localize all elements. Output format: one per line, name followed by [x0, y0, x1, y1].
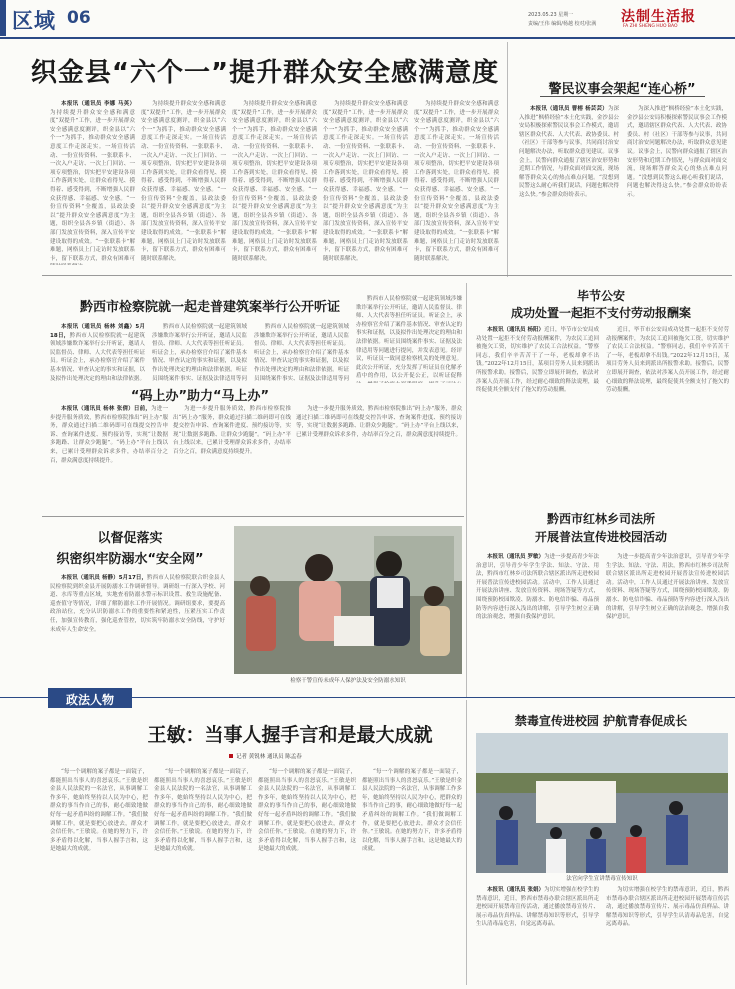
column-tag: 政法人物 [65, 693, 114, 707]
photo-caption-drug-education: 法官向学生宣讲禁毒宣传知识 [566, 876, 638, 882]
article-wangmin-col4: “每一个调解的案子都是一面镜子，都能照出当事人的喜怒哀乐。”王敏是织金县人民法院的一名法官，从事调解工作多年，她始终坚持以人民为中心，把群众的事当作自己的事，耐心细致地做好每一起矛盾纠纷的调解工作。“我们做调解工作，就是要把心放进去，群众才会信任你。”王敏说。在她的努力下，许多矛盾得以化解，当事人握手言和，这是她最大的成就。 [362, 769, 462, 853]
photo-prosecutors-school [234, 526, 462, 674]
byline-wangmin: 记者 黄锐林 通讯员 陈孟春 [229, 752, 302, 760]
newspaper-logo-pinyin: FA ZHI SHENG HUO BAO [623, 24, 678, 29]
headline-jinjiu: 禁毒宣传进校园 护航青春促成长 [514, 714, 688, 728]
headline-qianxi-procuratorate: 黔西市检察院就一起走普建筑案举行公开听证 [79, 300, 340, 315]
column-divider [466, 700, 467, 985]
photo-caption-prosecutors: 检察干警宣传未成年人保护法及安全防溺水知识 [290, 678, 406, 684]
headline-drowning: 以督促落实 [97, 531, 163, 546]
article-qianxi-col3: 黔西市人民检察院就一起建筑领域涉嫌欺诈案举行公开听证，邀请人民监督员、律师、人大代表等担任听证员。听证会上，承办检察官介绍了案件基本情况、审查认定的事实和证据，以及拟作出处理决定的理由和法律依据。听证员围绕案件事实、证据及法律适用等问 [254, 324, 349, 382]
article-mashang-col3: 为进一步提升服务质效，黔西市检察院推出“码上办”服务，群众通过扫描二维码即可在线提交控告申诉、查询案件进度、预约接访等，实现“让数据多跑路、让群众少跑腿”。“码上办”平台上线以来，已累计受理群众诉求多件，办结率百分之百，群众满意度持续提升。 [296, 406, 462, 438]
article-qianxi-col4: 黔西市人民检察院就一起建筑领域涉嫌欺诈案举行公开听证，邀请人民监督员、律师、人大代表等担任听证员。听证会上，承办检察官介绍了案件基本情况、审查认定的事实和证据，以及拟作出处理决定的理由和法律依据。听证员围绕案件事实、证据及法律适用等问题进行提问，并发表意见。经评议，听证员一致同意检察机关的处理意见。此次公开听证，充分发挥了听证员在化解矛盾中的作用，以公开促公正，以听证促释 [356, 296, 462, 380]
article-bijie-police-col2: 近日，毕节市公安局成功处置一起拒不支付劳动报酬案件，为农民工追回被拖欠工资，切实维护了农民工合法权益。“警察同志，我们辛辛苦苦干了一年，老板却拿不出钱。”2022年12月15日，某项目劳务人员来到派出所报警求助。接警后，民警立即展开调查，依法对涉案人员开展工作，经过耐心细致的释法说理，最终促使其全额支付了拖欠的劳动报酬。 [606, 327, 729, 394]
newspaper-logo: 法制生活报 [621, 9, 696, 25]
article-jinsha-police-col1: 本报讯（通讯员 曹榕 杨芸芸）为深入推进“枫桥经验”本土化实践，金沙县公安局积极探索警民议事会工作模式，邀请辖区群众代表、人大代表、政协委员、村（社区）干部等参与议事，共同商讨治安问题解决办法，听取群众意见建议。议事会上，民警向群众通报了辖区治安形势和近期工作情况，与群众面对面交流，现场解答群众关心的热点难点问题。“没想到民警这么耐心听我们说话，问题也解决得这么快。”参会群众纷纷表示。 [519, 106, 619, 198]
article-jinjiu-col1: 本报讯（通讯员 张娟）为切实增强在校学生的禁毒意识，近日，黔西市禁毒办联合辖区派出所走进校园开展禁毒宣传活动，通过播放禁毒宣传片、展示毒品仿真样品、讲解禁毒知识等形式，引导学生认清毒品危害，自觉远离毒品。 [476, 887, 599, 928]
article-qianxi-col1: 本报讯（通讯员 杨林 刘鑫）5月18日，黔西市人民检察院就一起建筑领域涉嫌欺诈案举行公开听证，邀请人民监督员、律师、人大代表等担任听证员。听证会上，承办检察官介绍了案件基本情况、审查认定的事实和证据，以及拟作出处理决定的理由和法律依据。 [50, 324, 145, 382]
section-divider [42, 275, 732, 276]
article-wangmin-col3: “每一个调解的案子都是一面镜子，都能照出当事人的喜怒哀乐。”王敏是织金县人民法院的一名法官，从事调解工作多年，她始终坚持以人民为中心，把群众的事当作自己的事，耐心细致地做好每一起矛盾纠纷的调解工作。“我们做调解工作，就是要把心放进去，群众才会信任你。”王敏说。在她的努力下，许多矛盾得以化解，当事人握手言和，这是她最大的成就。 [258, 769, 356, 853]
subheadline-mashangban: “码上办”助力“马上办” [130, 389, 270, 404]
article-jinjiu-col2: 为切实增强在校学生的禁毒意识，近日，黔西市禁毒办联合辖区派出所走进校园开展禁毒宣传活动，通过播放禁毒宣传片、展示毒品仿真样品、讲解禁毒知识等形式，引导学生认清毒品危害，自觉远离毒品。 [606, 887, 729, 928]
article-honglin-col1: 本报讯（通讯员 罗敏）为进一步提高青少年法治意识，引导青少年学生学法、知法、守法、用法，黔西市红林乡司法所联合辖区派出所走进校园开展普法宣传进校园活动。活动中，工作人员通过开展法治讲座、发放宣传资料、现场答疑等方式，围绕预防校园欺凌、防溺水、防电信诈骗、毒品预防等内容进行深入浅出的讲解，引导学生树立正确的法治观念，增强自我保护意识。 [476, 554, 599, 621]
article-zhijin-col4: 为持续提升群众安全感和满意度“双提升”工作，进一步开展群众安全感满意度测评，织金县以“六个一”为抓手，推动群众安全感满意度工作走深走实。一场宣传活动、一份宣传资料、一张联系卡、一次入户走访、一次上门回访、一项专项整治，切实把平安建设各项工作落到实处，让群众看得见、摸得着、感受得到，不断增强人民群众获得感、幸福感、安全感。“一份宣传资料”全覆盖，县政法委以“提升群众安全感满意度”为主题，组织全县各乡镇（街道）、各部门发放宣传资料，深入宣传平安建设取得的成效。“一张联系卡”解难题，网格员上门走访时发放联系卡，留下联系方式，群众有困难可随时联系解决。 [323, 101, 408, 262]
editors-line: 责编/王伟 编辑/杨越 校对/张满 [528, 21, 597, 27]
article-zhijin-col3: 为持续提升群众安全感和满意度“双提升”工作，进一步开展群众安全感满意度测评，织金县以“六个一”为抓手，推动群众安全感满意度工作走深走实。一场宣传活动、一份宣传资料、一张联系卡、一次入户走访、一次上门回访、一项专项整治，切实把平安建设各项工作落到实处，让群众看得见、摸得着、感受得到，不断增强人民群众获得感、幸福感、安全感。“一份宣传资料”全覆盖，县政法委以“提升群众安全感满意度”为主题，组织全县各乡镇（街道）、各部门发放宣传资料，深入宣传平安建设取得的成效。“一张联系卡”解难题，网格员上门走访时发放联系卡，留下联系方式，群众有困难可随时联系解决。 [232, 101, 317, 262]
date-line: 2023.05.23 星期一 [528, 12, 574, 18]
section-title: 区域 [12, 9, 56, 33]
article-bijie-police-col1: 本报讯（通讯员 杨阳）近日，毕节市公安局成功处置一起拒不支付劳动报酬案件，为农民工追回被拖欠工资，切实维护了农民工合法权益。“警察同志，我们辛辛苦苦干了一年，老板却拿不出钱。”2022年12月15日，某项目劳务人员来到派出所报警求助。接警后，民警立即展开调查，依法对涉案人员开展工作，经过耐心细致的释法说理，最终促使其全额支付了拖欠的劳动报酬。 [476, 327, 599, 394]
headline-honglin: 黔西市红林乡司法所 [546, 512, 655, 526]
article-wangmin-col1: “每一个调解的案子都是一面镜子，都能照出当事人的喜怒哀乐。”王敏是织金县人民法院的一名法官，从事调解工作多年，她始终坚持以人民为中心，把群众的事当作自己的事，耐心细致地做好每一起矛盾纠纷的调解工作。“我们做调解工作，就是要把心放进去，群众才会信任你。”王敏说。在她的努力下，许多矛盾得以化解，当事人握手言和，这是她最大的成就。 [50, 769, 148, 853]
article-jinsha-police-col2: 为深入推进“枫桥经验”本土化实践，金沙县公安局积极探索警民议事会工作模式，邀请辖区群众代表、人大代表、政协委员、村（社区）干部等参与议事，共同商讨治安问题解决办法，听取群众意见建议。议事会上，民警向群众通报了辖区治安形势和近期工作情况，与群众面对面交流，现场解答群众关心的热点难点问题。“没想到民警这么耐心听我们说话，问题也解决得这么快。”参会群众纷纷表示。 [627, 106, 727, 198]
headline-honglin-line2: 开展普法宣传进校园活动 [534, 530, 667, 544]
headline-wangmin: 王敏：当事人握手言和是最大成就 [147, 724, 433, 746]
article-zhijin-col5: 为持续提升群众安全感和满意度“双提升”工作，进一步开展群众安全感满意度测评，织金县以“六个一”为抓手，推动群众安全感满意度工作走深走实。一场宣传活动、一份宣传资料、一张联系卡、一次入户走访、一次上门回访、一项专项整治，切实把平安建设各项工作落到实处，让群众看得见、摸得着、感受得到，不断增强人民群众获得感、幸福感、安全感。“一份宣传资料”全覆盖，县政法委以“提升群众安全感满意度”为主题，组织全县各乡镇（街道）、各部门发放宣传资料，深入宣传平安建设取得的成效。“一张联系卡”解难题，网格员上门走访时发放联系卡，留下联系方式，群众有困难可随时联系解决。 [414, 101, 499, 262]
article-wangmin-col2: “每一个调解的案子都是一面镜子，都能照出当事人的喜怒哀乐。”王敏是织金县人民法院的一名法官，从事调解工作多年，她始终坚持以人民为中心，把群众的事当作自己的事，耐心细致地做好每一起矛盾纠纷的调解工作。“我们做调解工作，就是要把心放进去，群众才会信任你。”王敏说。在她的努力下，许多矛盾得以化解，当事人握手言和，这是她最大的成就。 [154, 769, 252, 853]
headline-underline [540, 96, 705, 97]
headline-zhijin: 织金县“六个一”提升群众安全感满意度 [30, 58, 500, 88]
article-honglin-col2: 为进一步提高青少年法治意识，引导青少年学生学法、知法、守法、用法，黔西市红林乡司法所联合辖区派出所走进校园开展普法宣传进校园活动。活动中，工作人员通过开展法治讲座、发放宣传资料、现场答疑等方式，围绕预防校园欺凌、防溺水、防电信诈骗、毒品预防等内容进行深入浅出的讲解，引导学生树立正确的法治观念，增强自我保护意识。 [606, 554, 729, 621]
header-accent-bar [0, 0, 6, 36]
article-qianxi-col2: 黔西市人民检察院就一起建筑领域涉嫌欺诈案举行公开听证，邀请人民监督员、律师、人大代表等担任听证员。听证会上，承办检察官介绍了案件基本情况、审查认定的事实和证据，以及拟作出处理决定的理由和法律依据。听证员围绕案件事实、证据及法律适用等问 [152, 324, 247, 382]
section-divider [42, 516, 464, 517]
headline-drowning-line2: 织密织牢防溺水“安全网” [56, 552, 204, 567]
article-zhijin-col2: 为持续提升群众安全感和满意度“双提升”工作，进一步开展群众安全感满意度测评，织金县以“六个一”为抓手，推动群众安全感满意度工作走深走实。一场宣传活动、一份宣传资料、一张联系卡、一次入户走访、一次上门回访、一项专项整治，切实把平安建设各项工作落到实处，让群众看得见、摸得着、感受得到，不断增强人民群众获得感、幸福感、安全感。“一份宣传资料”全覆盖，县政法委以“提升群众安全感满意度”为主题，组织全县各乡镇（街道）、各部门发放宣传资料，深入宣传平安建设取得的成效。“一张联系卡”解难题，网格员上门走访时发放联系卡，留下联系方式，群众有困难可随时联系解决。 [141, 101, 226, 262]
article-mashang-col2: 为进一步提升服务质效，黔西市检察院推出“码上办”服务，群众通过扫描二维码即可在线提交控告申诉、查询案件进度、预约接访等，实现“让数据多跑路、让群众少跑腿”。“码上办”平台上线以来，已累计受理群众诉求多件，办结率百分之百，群众满意度持续提升。 [173, 406, 291, 455]
headline-jinsha-police: 警民议事会架起“连心桥” [548, 82, 696, 97]
article-mashang-col1: 本报讯（通讯员 杨林 张倩）日前，为进一步提升服务质效，黔西市检察院推出“码上办”服务，群众通过扫描二维码即可在线提交控告申诉、查询案件进度、预约接访等，实现“让数据多跑路、让群众少跑腿”。“码上办”平台上线以来，已累计受理群众诉求多件，办结率百分之百，群众满意度持续提升。 [50, 406, 168, 464]
page-number: 06 [67, 8, 91, 28]
article-zhijin-col1: 本报讯（通讯员 李娜 马英）为持续提升群众安全感和满意度“双提升”工作，进一步开展群众安全感满意度测评，织金县以“六个一”为抓手，推动群众安全感满意度工作走深走实。一场宣传活动、一份宣传资料、一张联系卡、一次入户走访、一次上门回访、一项专项整治，切实把平安建设各项工作落到实处，让群众看得见、摸得着、感受得到，不断增强人民群众获得感、幸福感、安全感。“一份宣传资料”全覆盖，县政法委以“提升群众安全感满意度”为主题，组织全县各乡镇（街道）、各部门发放宣传资料，深入宣传平安建设取得的成效。“一张联系卡”解难题，网格员上门走访时发放联系卡，留下联系方式，群众有困难可 [50, 101, 135, 262]
photo-drug-education [476, 733, 728, 873]
header-rule [0, 37, 735, 39]
column-divider [507, 42, 508, 277]
headline-bijie-police-line2: 成功处置一起拒不支付劳动报酬案 [510, 306, 691, 320]
article-drowning-body: 本报讯（通讯员 杨静）5月17日，黔西市人民检察院联合织金县人民检察院到织金县开展防溺水工作调研督导。调研组一行深入学校、河道、水库等重点区域，实地查看防溺水警示标识设置、救生设施配备、巡查值守等情况，详细了解防溺水工作开展情况。调研组要求，要提高政治站位，充分认识防溺水工作的重要性和紧迫性，压紧压实工作责任，加强宣传教育，强化巡查管控，切实筑牢防溺水安全防线，守护好未成年人生命安全。 [50, 575, 225, 633]
byline-marker [229, 754, 233, 758]
column-divider [466, 283, 467, 698]
headline-bijie-police: 毕节公安 [576, 289, 625, 303]
